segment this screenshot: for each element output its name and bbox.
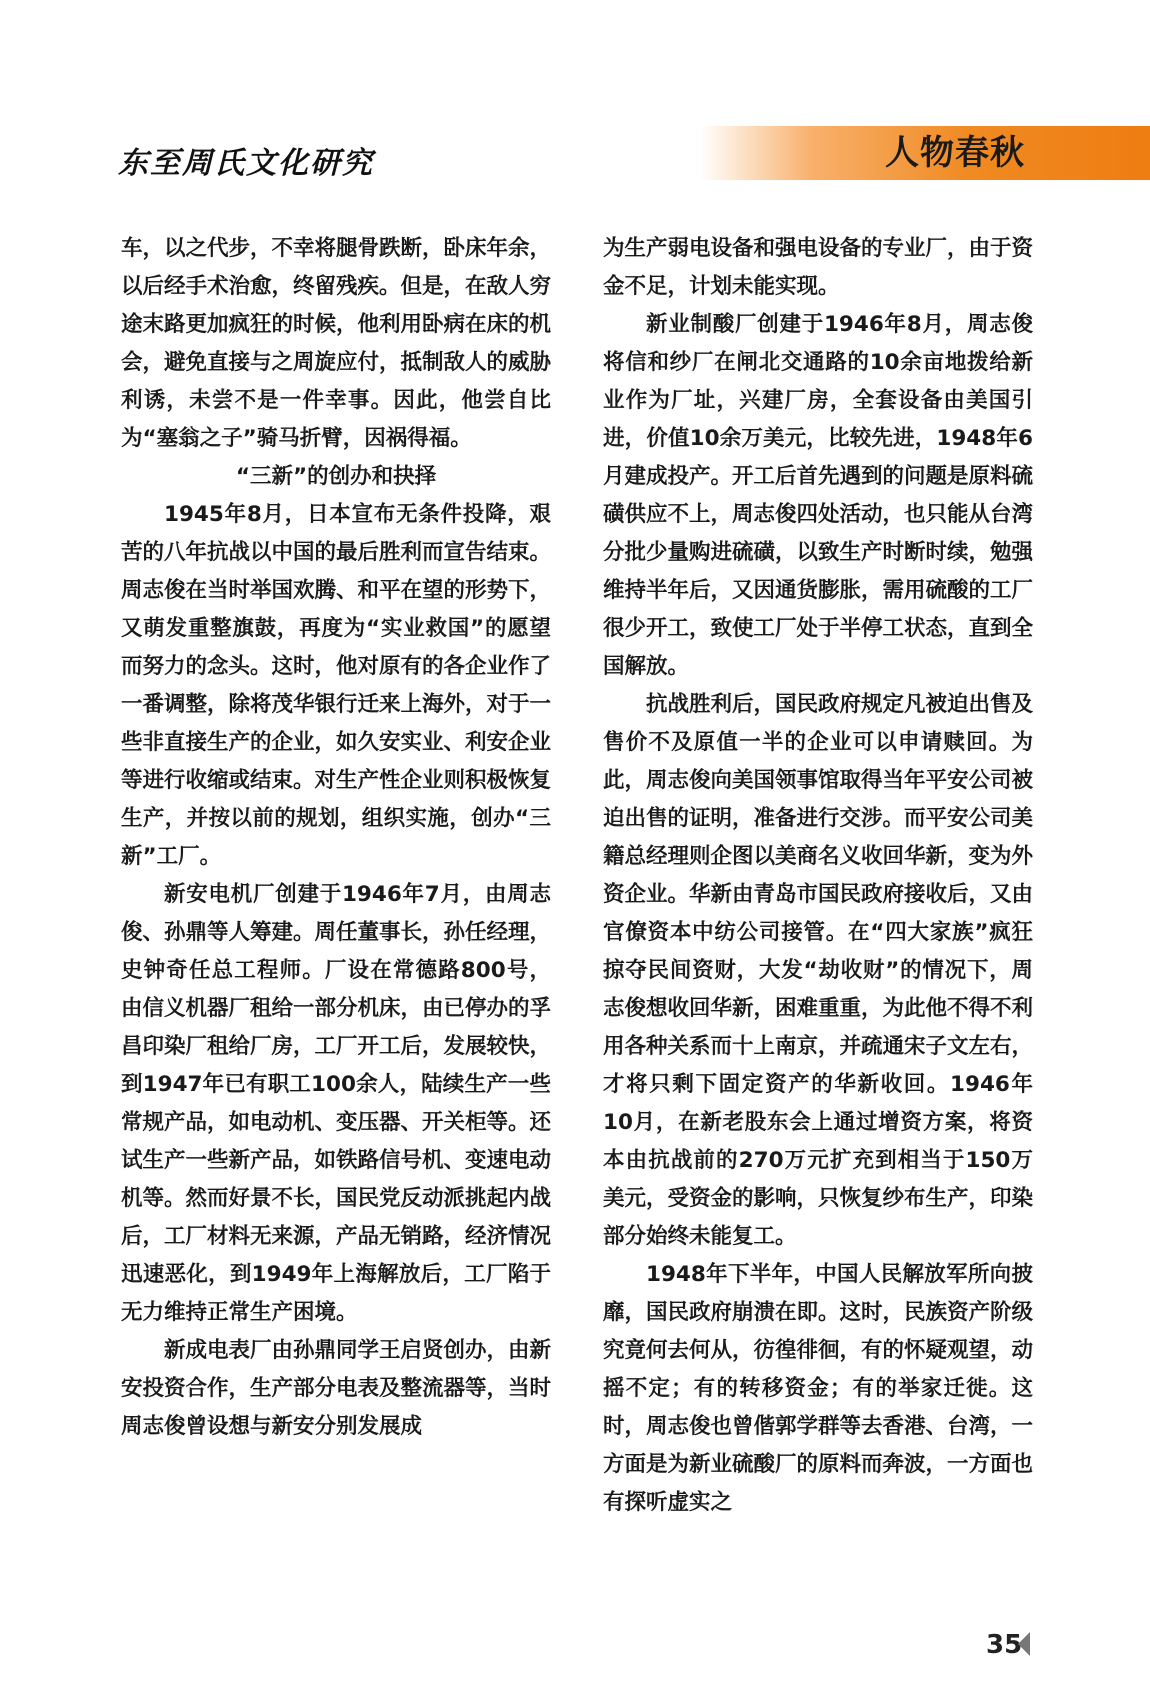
right-paragraph-3: 抗战胜利后，国民政府规定凡被迫出售及售价不及原值一半的企业可以申请赎回。为此，周志俊向美国领事馆取得当年平安公司被迫出售的证明，准备进行交涉。而平安公司美籍总经理则企图以美商名义收回华新，变为外资企业。华新由青岛市国民政府接收后，又由官僚资本中纺公司接管。在“四大家族”疯狂掠夺民间资财，大发“劫收财”的情况下，周志俊想收回华新，困难重重，为此他不得不利用各种关系而十上南京，并疏通宋子文左右，才将只剩下固定资产的华新收回。1946年10月，在新老股东会上通过增资方案，将资本由抗战前的270万元扩充到相当于150万美元，受资金的影响，只恢复纱布生产，印染部分始终未能复工。	[603, 692, 1034, 1249]
page-number: 35	[986, 1630, 1023, 1660]
right-paragraph-2: 新业制酸厂创建于1946年8月，周志俊将信和纱厂在闸北交通路的10余亩地拨给新业作为厂址，兴建厂房，全套设备由美国引进，价值10余万美元，比较先进，1948年6月建成投产。开工后首先遇到的问题是原料硫磺供应不上，周志俊四处活动，也只能从台湾分批少量购进硫磺，以致生产时断时续，勉强维持半年后，又因通货膨胀，需用硫酸的工厂很少开工，致使工厂处于半停工状态，直到全国解放。	[603, 312, 1034, 679]
journal-title: 东至周氏文化研究	[118, 146, 374, 181]
left-paragraph-1: 车，以之代步，不幸将腿骨跌断，卧床年余，以后经手术治愈，终留残疾。但是，在敌人穷途末路更加疯狂的时候，他利用卧病在床的机会，避免直接与之周旋应付，抵制敌人的威胁利诱，未尝不是一件幸事。因此，他尝自比为“塞翁之子”骑马折臂，因祸得福。	[121, 236, 552, 451]
section-title: 人物春秋	[885, 133, 1025, 173]
right-column	[603, 230, 1033, 1522]
section-header-bar	[700, 126, 1150, 180]
left-paragraph-3: 新安电机厂创建于1946年7月，由周志俊、孙鼎等人筹建。周任董事长，孙任经理，史钟奇任总工程师。厂设在常德路800号，由信义机器厂租给一部分机床，由已停办的孚昌印染厂租给厂房，工厂开工后，发展较快，到1947年已有职工100余人，陆续生产一些常规产品，如电动机、变压器、开关柜等。还试生产一些新产品，如铁路信号机、变速电动机等。然而好景不长，国民党反动派挑起内战后，工厂材料无来源，产品无销路，经济情况迅速恶化，到1949年上海解放后，工厂陷于无力维持正常生产困境。	[121, 882, 552, 1325]
left-column	[121, 230, 551, 1446]
section-heading: “三新”的创办和抉择	[235, 464, 437, 489]
page-arrow-icon	[1018, 1632, 1030, 1656]
right-paragraph-1: 为生产弱电设备和强电设备的专业厂，由于资金不足，计划未能实现。	[603, 236, 1034, 299]
right-paragraph-4: 1948年下半年，中国人民解放军所向披靡，国民政府崩溃在即。这时，民族资产阶级究竟何去何从，彷徨徘徊，有的怀疑观望，动摇不定；有的转移资金；有的举家迁徙。这时，周志俊也曾偕郭学群等去香港、台湾，一方面是为新业硫酸厂的原料而奔波，一方面也有探听虚实之	[603, 1262, 1034, 1515]
left-paragraph-2: 1945年8月，日本宣布无条件投降，艰苦的八年抗战以中国的最后胜利而宣告结束。周志俊在当时举国欢腾、和平在望的形势下，又萌发重整旗鼓，再度为“实业救国”的愿望而努力的念头。这时，他对原有的各企业作了一番调整，除将茂华银行迁来上海外，对于一些非直接生产的企业，如久安实业、利安企业等进行收缩或结束。对生产性企业则积极恢复生产，并按以前的规划，组织实施，创办“三新”工厂。	[121, 502, 552, 869]
left-paragraph-4: 新成电表厂由孙鼎同学王启贤创办，由新安投资合作，生产部分电表及整流器等，当时周志俊曾设想与新安分别发展成	[121, 1338, 552, 1439]
